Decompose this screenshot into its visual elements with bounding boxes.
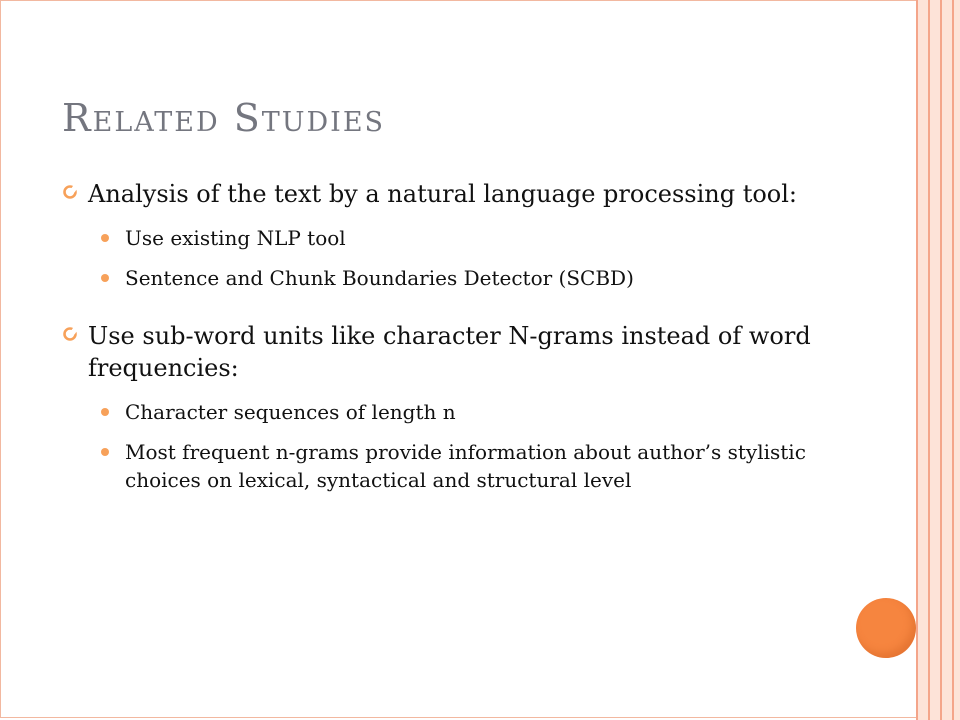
- sub-bullet-list: [88, 224, 842, 292]
- open-circle-bullet-icon: [62, 326, 78, 342]
- sub-bullet-point: [88, 224, 842, 252]
- side-stripe: [918, 0, 928, 720]
- side-stripe: [942, 0, 952, 720]
- open-circle-bullet-icon: [62, 184, 78, 200]
- bullet-point: [62, 320, 842, 494]
- dot-bullet-icon: [101, 408, 109, 416]
- sub-bullet-list: [88, 398, 842, 494]
- dot-bullet-icon: [101, 448, 109, 456]
- sub-bullet-point: [88, 264, 842, 292]
- slide-content: [62, 178, 842, 494]
- side-stripe: [954, 0, 960, 720]
- side-stripe: [930, 0, 940, 720]
- bullet-text: Use sub-word units like character N-grams instead of word frequencies:: [88, 322, 811, 382]
- sub-bullet-text: Most frequent n-grams provide information about author’s stylistic choices on lexical, syntactical and structural level: [125, 440, 806, 492]
- bullet-list: [62, 178, 842, 494]
- decorative-orange-circle: [856, 598, 916, 658]
- dot-bullet-icon: [101, 234, 109, 242]
- sub-bullet-text: Character sequences of length n: [125, 400, 456, 424]
- bullet-point: [62, 178, 842, 292]
- sub-bullet-text: Use existing NLP tool: [125, 226, 346, 250]
- sub-bullet-point: [88, 438, 842, 494]
- slide-title: Related Studies: [62, 96, 386, 140]
- bullet-text: Analysis of the text by a natural language processing tool:: [88, 180, 798, 208]
- dot-bullet-icon: [101, 274, 109, 282]
- sub-bullet-text: Sentence and Chunk Boundaries Detector (SCBD): [125, 266, 634, 290]
- sub-bullet-point: [88, 398, 842, 426]
